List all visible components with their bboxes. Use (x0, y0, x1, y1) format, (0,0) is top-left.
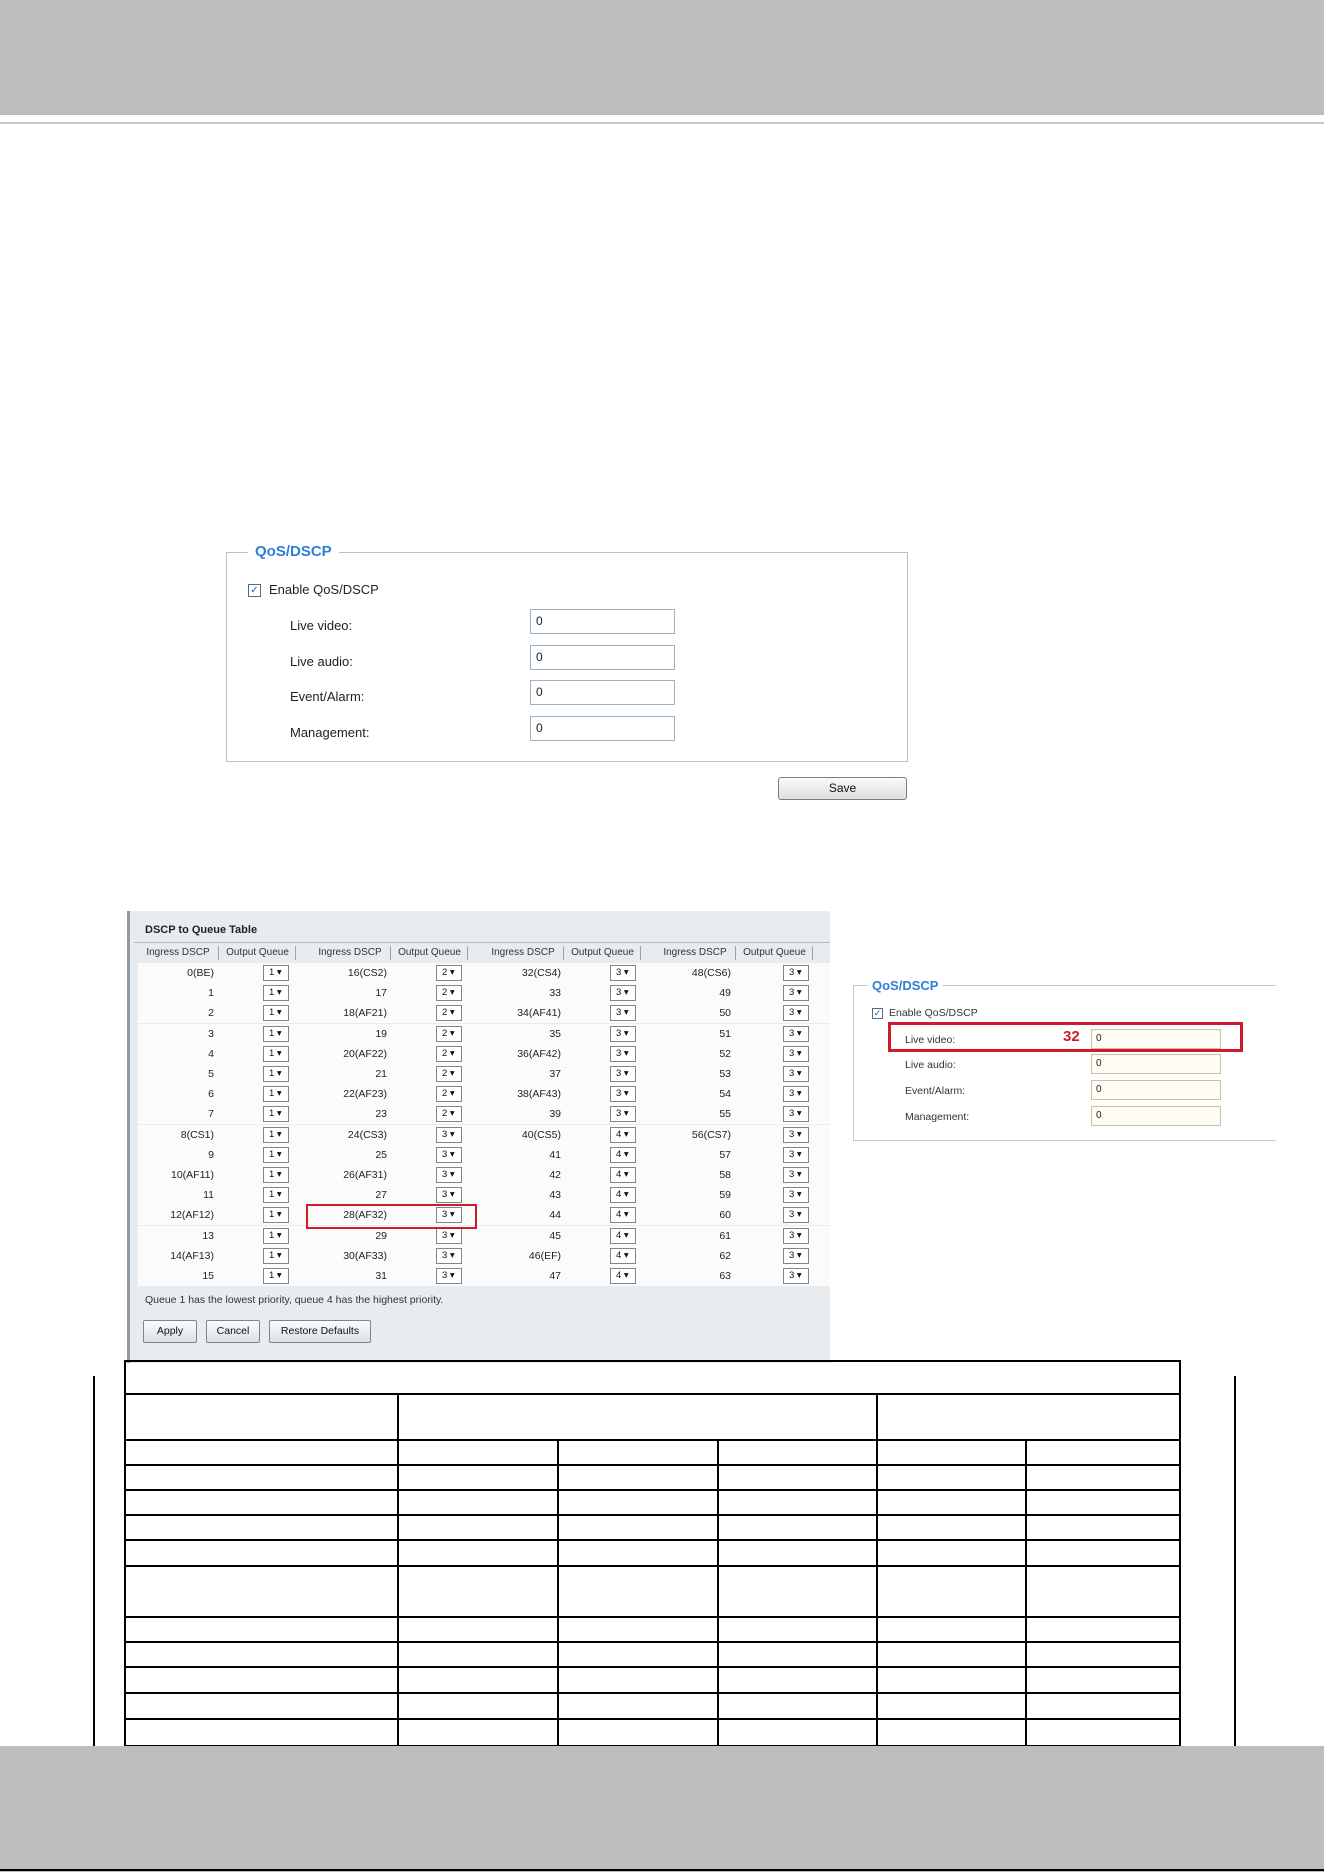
ingress-dscp-label: 15 (202, 1270, 214, 1282)
queue-priority-note: Queue 1 has the lowest priority, queue 4 has the highest priority. (145, 1294, 444, 1306)
output-queue-value: 3 (616, 987, 622, 998)
dropdown-arrow-icon: ▾ (447, 1270, 455, 1281)
output-queue-select[interactable] (783, 965, 809, 981)
output-queue-value: 3 (442, 1189, 448, 1200)
dropdown-arrow-icon: ▾ (274, 1270, 282, 1281)
dscp-column-header: Ingress DSCP (138, 946, 219, 960)
output-queue-value: 3 (789, 1270, 795, 1281)
output-queue-select[interactable] (783, 1147, 809, 1163)
live-video-label: Live video: (290, 618, 353, 633)
ingress-dscp-label: 44 (549, 1209, 561, 1221)
live-video-small-input[interactable]: 0 (1091, 1029, 1221, 1049)
dropdown-arrow-icon: ▾ (447, 1129, 455, 1140)
dropdown-arrow-icon: ▾ (447, 1028, 455, 1039)
dropdown-arrow-icon: ▾ (621, 1169, 629, 1180)
ingress-dscp-label: 42 (549, 1169, 561, 1181)
enable-qos-checkbox[interactable]: ✓ (248, 584, 261, 597)
dropdown-arrow-icon: ▾ (621, 1007, 629, 1018)
output-queue-value: 4 (616, 1129, 622, 1140)
output-queue-value: 3 (616, 1088, 622, 1099)
ingress-dscp-label: 2 (208, 1007, 214, 1019)
ingress-dscp-label: 3 (208, 1028, 214, 1040)
output-queue-value: 4 (616, 1149, 622, 1160)
output-queue-select[interactable] (783, 1207, 809, 1223)
ingress-dscp-label: 12(AF12) (170, 1209, 214, 1221)
ingress-dscp-label: 31 (375, 1270, 387, 1282)
output-queue-select[interactable] (263, 1268, 289, 1284)
output-queue-value: 2 (442, 1028, 448, 1039)
ingress-dscp-label: 17 (375, 987, 387, 999)
output-queue-select[interactable] (610, 1127, 636, 1143)
output-queue-select[interactable] (263, 1046, 289, 1062)
output-queue-value: 1 (269, 1048, 275, 1059)
dropdown-arrow-icon: ▾ (274, 1149, 282, 1160)
output-queue-select[interactable] (436, 965, 462, 981)
ingress-dscp-label: 58 (719, 1169, 731, 1181)
management-input[interactable]: 0 (530, 716, 675, 741)
output-queue-select[interactable] (610, 1248, 636, 1264)
output-queue-value: 2 (442, 967, 448, 978)
ingress-dscp-label: 35 (549, 1028, 561, 1040)
output-queue-select[interactable] (610, 1066, 636, 1082)
output-queue-value: 3 (616, 1048, 622, 1059)
live-video-small-label: Live video: (905, 1034, 956, 1046)
ingress-dscp-label: 23 (375, 1108, 387, 1120)
dropdown-arrow-icon: ▾ (447, 1149, 455, 1160)
dscp-column-header: Output Queue (737, 946, 813, 960)
restore-defaults-button[interactable]: Restore Defaults (269, 1320, 371, 1343)
output-queue-value: 3 (442, 1250, 448, 1261)
dropdown-arrow-icon: ▾ (274, 1028, 282, 1039)
output-queue-value: 3 (616, 1028, 622, 1039)
ingress-dscp-label: 63 (719, 1270, 731, 1282)
output-queue-value: 3 (442, 1129, 448, 1140)
output-queue-value: 4 (616, 1209, 622, 1220)
output-queue-value: 2 (442, 1007, 448, 1018)
output-queue-select[interactable] (436, 1086, 462, 1102)
dropdown-arrow-icon: ▾ (794, 967, 802, 978)
dropdown-arrow-icon: ▾ (794, 1068, 802, 1079)
dropdown-arrow-icon: ▾ (274, 1048, 282, 1059)
live-audio-small-input[interactable]: 0 (1091, 1054, 1221, 1074)
output-queue-select[interactable] (436, 1248, 462, 1264)
output-queue-value: 3 (789, 1189, 795, 1200)
output-queue-select[interactable] (610, 1207, 636, 1223)
dropdown-arrow-icon: ▾ (447, 987, 455, 998)
ingress-dscp-label: 54 (719, 1088, 731, 1100)
output-queue-select[interactable] (783, 1026, 809, 1042)
output-queue-select[interactable] (263, 1066, 289, 1082)
output-queue-select[interactable] (610, 1086, 636, 1102)
output-queue-value: 3 (442, 1270, 448, 1281)
ingress-dscp-label: 27 (375, 1189, 387, 1201)
management-small-label: Management: (905, 1111, 970, 1123)
ingress-dscp-label: 13 (202, 1230, 214, 1242)
output-queue-select[interactable] (610, 985, 636, 1001)
output-queue-value: 3 (789, 1250, 795, 1261)
dropdown-arrow-icon: ▾ (794, 1209, 802, 1220)
output-queue-value: 1 (269, 967, 275, 978)
output-queue-select[interactable] (610, 1005, 636, 1021)
output-queue-value: 2 (442, 1068, 448, 1079)
output-queue-select[interactable] (783, 1127, 809, 1143)
live-audio-small-label: Live audio: (905, 1059, 956, 1071)
output-queue-select[interactable] (436, 1187, 462, 1203)
ingress-dscp-label: 18(AF21) (343, 1007, 387, 1019)
ingress-dscp-label: 7 (208, 1108, 214, 1120)
dscp-value-annotation: 32 (1063, 1028, 1080, 1045)
output-queue-select[interactable] (263, 1167, 289, 1183)
output-queue-value: 3 (616, 1007, 622, 1018)
dropdown-arrow-icon: ▾ (621, 1048, 629, 1059)
output-queue-select[interactable] (436, 1228, 462, 1244)
ingress-dscp-label: 1 (208, 987, 214, 999)
dropdown-arrow-icon: ▾ (621, 1068, 629, 1079)
enable-qos-small-checkbox[interactable]: ✓ (873, 1008, 882, 1018)
dropdown-arrow-icon: ▾ (794, 1088, 802, 1099)
output-queue-select[interactable] (263, 1026, 289, 1042)
ingress-dscp-label: 60 (719, 1209, 731, 1221)
header-divider (0, 122, 1324, 124)
dropdown-arrow-icon: ▾ (447, 1007, 455, 1018)
output-queue-select[interactable] (263, 1207, 289, 1223)
output-queue-value: 2 (442, 1048, 448, 1059)
apply-button[interactable]: Apply (143, 1320, 197, 1343)
output-queue-select[interactable] (610, 1046, 636, 1062)
dropdown-arrow-icon: ▾ (794, 987, 802, 998)
output-queue-value: 4 (616, 1250, 622, 1261)
ingress-dscp-label: 10(AF11) (171, 1169, 214, 1181)
output-queue-value: 2 (442, 1108, 448, 1119)
output-queue-value: 3 (789, 1068, 795, 1079)
live-video-input[interactable]: 0 (530, 609, 675, 634)
output-queue-select[interactable] (436, 1046, 462, 1062)
dropdown-arrow-icon: ▾ (621, 1028, 629, 1039)
output-queue-value: 3 (789, 1149, 795, 1160)
output-queue-select[interactable] (263, 1086, 289, 1102)
ingress-dscp-label: 45 (549, 1230, 561, 1242)
output-queue-select[interactable] (263, 1187, 289, 1203)
management-label: Management: (290, 725, 370, 740)
dscp-column-header: Output Queue (392, 946, 468, 960)
output-queue-select[interactable] (783, 1066, 809, 1082)
dropdown-arrow-icon: ▾ (621, 1270, 629, 1281)
output-queue-value: 3 (789, 1108, 795, 1119)
output-queue-select[interactable] (783, 1086, 809, 1102)
output-queue-select[interactable] (783, 1005, 809, 1021)
output-queue-value: 1 (269, 1169, 275, 1180)
output-queue-select[interactable] (783, 1167, 809, 1183)
ingress-dscp-label: 21 (375, 1068, 387, 1080)
output-queue-value: 3 (442, 1149, 448, 1160)
output-queue-value: 3 (442, 1230, 448, 1241)
dropdown-arrow-icon: ▾ (274, 1129, 282, 1140)
output-queue-value: 1 (269, 1007, 275, 1018)
output-queue-value: 3 (616, 1068, 622, 1079)
dropdown-arrow-icon: ▾ (447, 1189, 455, 1200)
ingress-dscp-label: 28(AF32) (343, 1209, 387, 1221)
dropdown-arrow-icon: ▾ (274, 1108, 282, 1119)
output-queue-value: 4 (616, 1169, 622, 1180)
output-queue-select[interactable] (436, 1026, 462, 1042)
output-queue-select[interactable] (610, 1167, 636, 1183)
ingress-dscp-label: 59 (719, 1189, 731, 1201)
dscp-column-header: Ingress DSCP (655, 946, 736, 960)
output-queue-value: 3 (789, 1048, 795, 1059)
dropdown-arrow-icon: ▾ (447, 1250, 455, 1261)
output-queue-select[interactable] (610, 965, 636, 981)
bottom-divider (0, 1869, 1324, 1871)
output-queue-value: 1 (269, 1129, 275, 1140)
output-queue-select[interactable] (436, 1147, 462, 1163)
output-queue-value: 3 (789, 1209, 795, 1220)
grid-row-line (124, 1360, 1181, 1362)
dropdown-arrow-icon: ▾ (621, 1250, 629, 1261)
output-queue-select[interactable] (783, 1248, 809, 1264)
ingress-dscp-label: 36(AF42) (517, 1048, 561, 1060)
dropdown-arrow-icon: ▾ (621, 1108, 629, 1119)
output-queue-value: 1 (269, 987, 275, 998)
event-alarm-small-label: Event/Alarm: (905, 1085, 966, 1097)
output-queue-value: 1 (269, 1028, 275, 1039)
ingress-dscp-label: 41 (549, 1149, 561, 1161)
dropdown-arrow-icon: ▾ (794, 1129, 802, 1140)
ingress-dscp-label: 47 (549, 1270, 561, 1282)
output-queue-select[interactable] (436, 1268, 462, 1284)
dropdown-arrow-icon: ▾ (794, 1250, 802, 1261)
ingress-dscp-label: 14(AF13) (170, 1250, 214, 1262)
output-queue-value: 4 (616, 1189, 622, 1200)
output-queue-value: 4 (616, 1270, 622, 1281)
ingress-dscp-label: 49 (719, 987, 731, 999)
output-queue-select[interactable] (783, 1046, 809, 1062)
dropdown-arrow-icon: ▾ (794, 1028, 802, 1039)
qos-dscp-small-legend: QoS/DSCP (868, 978, 942, 993)
output-queue-select[interactable] (263, 1005, 289, 1021)
output-queue-select[interactable] (783, 1106, 809, 1122)
output-queue-select[interactable] (263, 1127, 289, 1143)
ingress-dscp-label: 4 (208, 1048, 214, 1060)
output-queue-select[interactable] (263, 1228, 289, 1244)
dropdown-arrow-icon: ▾ (621, 967, 629, 978)
dropdown-arrow-icon: ▾ (274, 1068, 282, 1079)
output-queue-select[interactable] (610, 1147, 636, 1163)
ingress-dscp-label: 29 (375, 1230, 387, 1242)
dscp-column-header: Output Queue (565, 946, 641, 960)
ingress-dscp-label: 19 (375, 1028, 387, 1040)
dropdown-arrow-icon: ▾ (794, 1048, 802, 1059)
output-queue-value: 4 (616, 1230, 622, 1241)
output-queue-value: 1 (269, 1149, 275, 1160)
dropdown-arrow-icon: ▾ (621, 1230, 629, 1241)
output-queue-select[interactable] (783, 1187, 809, 1203)
ingress-dscp-label: 34(AF41) (517, 1007, 561, 1019)
ingress-dscp-label: 25 (375, 1149, 387, 1161)
output-queue-select[interactable] (436, 1106, 462, 1122)
qos-dscp-legend: QoS/DSCP (248, 543, 339, 560)
dropdown-arrow-icon: ▾ (794, 1230, 802, 1241)
page-header-band (0, 0, 1324, 115)
dropdown-arrow-icon: ▾ (794, 1169, 802, 1180)
dropdown-arrow-icon: ▾ (274, 1088, 282, 1099)
output-queue-select[interactable] (436, 1167, 462, 1183)
ingress-dscp-label: 39 (549, 1108, 561, 1120)
dscp-title-divider (134, 942, 830, 943)
ingress-dscp-label: 56(CS7) (691, 1129, 731, 1141)
output-queue-value: 1 (269, 1088, 275, 1099)
output-queue-value: 1 (269, 1270, 275, 1281)
management-small-input[interactable]: 0 (1091, 1106, 1221, 1126)
dscp-column-header: Ingress DSCP (483, 946, 564, 960)
ingress-dscp-label: 20(AF22) (343, 1048, 387, 1060)
output-queue-value: 3 (789, 1007, 795, 1018)
dropdown-arrow-icon: ▾ (794, 1108, 802, 1119)
output-queue-value: 3 (442, 1209, 448, 1220)
output-queue-select[interactable] (610, 1187, 636, 1203)
dropdown-arrow-icon: ▾ (274, 1209, 282, 1220)
ingress-dscp-label: 5 (208, 1068, 214, 1080)
dropdown-arrow-icon: ▾ (274, 987, 282, 998)
output-queue-value: 3 (789, 1129, 795, 1140)
dropdown-arrow-icon: ▾ (274, 967, 282, 978)
dscp-column-header: Output Queue (220, 946, 296, 960)
output-queue-value: 1 (269, 1250, 275, 1261)
dropdown-arrow-icon: ▾ (274, 1169, 282, 1180)
output-queue-value: 1 (269, 1108, 275, 1119)
save-button[interactable]: Save (778, 777, 907, 800)
dropdown-arrow-icon: ▾ (794, 1189, 802, 1200)
ingress-dscp-label: 33 (549, 987, 561, 999)
output-queue-select[interactable] (263, 1106, 289, 1122)
output-queue-select[interactable] (610, 1026, 636, 1042)
dropdown-arrow-icon: ▾ (447, 1068, 455, 1079)
dropdown-arrow-icon: ▾ (274, 1230, 282, 1241)
dropdown-arrow-icon: ▾ (794, 1270, 802, 1281)
ingress-dscp-label: 16(CS2) (347, 967, 387, 979)
event-alarm-small-input[interactable]: 0 (1091, 1080, 1221, 1100)
dropdown-arrow-icon: ▾ (621, 1129, 629, 1140)
ingress-dscp-label: 22(AF23) (343, 1088, 387, 1100)
ingress-dscp-label: 62 (719, 1250, 731, 1262)
dropdown-arrow-icon: ▾ (621, 987, 629, 998)
ingress-dscp-label: 30(AF33) (343, 1250, 387, 1262)
ingress-dscp-label: 32(CS4) (521, 967, 561, 979)
dropdown-arrow-icon: ▾ (621, 1189, 629, 1200)
output-queue-value: 3 (789, 987, 795, 998)
ingress-dscp-label: 8(CS1) (180, 1129, 214, 1141)
ingress-dscp-label: 57 (719, 1149, 731, 1161)
ingress-dscp-label: 11 (203, 1189, 214, 1201)
dropdown-arrow-icon: ▾ (794, 1007, 802, 1018)
dropdown-arrow-icon: ▾ (621, 1149, 629, 1160)
output-queue-select[interactable] (783, 1228, 809, 1244)
output-queue-select[interactable] (436, 1066, 462, 1082)
ingress-dscp-label: 43 (549, 1189, 561, 1201)
ingress-dscp-label: 40(CS5) (521, 1129, 561, 1141)
enable-qos-label: Enable QoS/DSCP (269, 582, 379, 597)
ingress-dscp-label: 55 (719, 1108, 731, 1120)
output-queue-value: 3 (616, 967, 622, 978)
output-queue-select[interactable] (783, 985, 809, 1001)
ingress-dscp-label: 38(AF43) (517, 1088, 561, 1100)
output-queue-value: 3 (616, 1108, 622, 1119)
output-queue-value: 1 (269, 1230, 275, 1241)
dropdown-arrow-icon: ▾ (447, 967, 455, 978)
event-alarm-label: Event/Alarm: (290, 689, 365, 704)
highlight-box-af32 (306, 1204, 477, 1229)
dropdown-arrow-icon: ▾ (447, 1048, 455, 1059)
ingress-dscp-label: 0(BE) (187, 967, 214, 979)
ingress-dscp-label: 50 (719, 1007, 731, 1019)
output-queue-value: 3 (789, 1028, 795, 1039)
ingress-dscp-label: 37 (549, 1068, 561, 1080)
page-footer-band (0, 1746, 1324, 1872)
dropdown-arrow-icon: ▾ (447, 1209, 455, 1220)
output-queue-value: 3 (789, 1169, 795, 1180)
output-queue-select[interactable] (263, 1248, 289, 1264)
output-queue-select[interactable] (263, 1147, 289, 1163)
ingress-dscp-label: 53 (719, 1068, 731, 1080)
ingress-dscp-label: 26(AF31) (343, 1169, 387, 1181)
dropdown-arrow-icon: ▾ (621, 1088, 629, 1099)
dscp-table-title: DSCP to Queue Table (145, 924, 258, 936)
ingress-dscp-label: 48(CS6) (691, 967, 731, 979)
output-queue-value: 3 (789, 1088, 795, 1099)
output-queue-select[interactable] (263, 985, 289, 1001)
output-queue-value: 3 (442, 1169, 448, 1180)
enable-qos-small-label: Enable QoS/DSCP (889, 1007, 978, 1019)
output-queue-value: 2 (442, 987, 448, 998)
output-queue-select[interactable] (610, 1228, 636, 1244)
dropdown-arrow-icon: ▾ (274, 1007, 282, 1018)
output-queue-value: 3 (789, 1230, 795, 1241)
ingress-dscp-label: 52 (719, 1048, 731, 1060)
output-queue-select[interactable] (436, 985, 462, 1001)
ingress-dscp-label: 9 (208, 1149, 214, 1161)
output-queue-select[interactable] (610, 1268, 636, 1284)
dropdown-arrow-icon: ▾ (794, 1149, 802, 1160)
dropdown-arrow-icon: ▾ (274, 1189, 282, 1200)
ingress-dscp-label: 6 (208, 1088, 214, 1100)
ingress-dscp-label: 61 (719, 1230, 731, 1242)
output-queue-value: 1 (269, 1189, 275, 1200)
live-audio-label: Live audio: (290, 654, 353, 669)
event-alarm-input[interactable]: 0 (530, 680, 675, 705)
dropdown-arrow-icon: ▾ (447, 1088, 455, 1099)
live-audio-input[interactable]: 0 (530, 645, 675, 670)
cancel-button[interactable]: Cancel (206, 1320, 260, 1343)
output-queue-select[interactable] (783, 1268, 809, 1284)
output-queue-select[interactable] (263, 965, 289, 981)
dscp-column-header: Ingress DSCP (310, 946, 391, 960)
output-queue-value: 3 (789, 967, 795, 978)
output-queue-value: 1 (269, 1209, 275, 1220)
ingress-dscp-label: 46(EF) (528, 1250, 561, 1262)
output-queue-value: 1 (269, 1068, 275, 1079)
dropdown-arrow-icon: ▾ (447, 1169, 455, 1180)
output-queue-value: 2 (442, 1088, 448, 1099)
dropdown-arrow-icon: ▾ (447, 1230, 455, 1241)
output-queue-select[interactable] (436, 1005, 462, 1021)
dropdown-arrow-icon: ▾ (621, 1209, 629, 1220)
output-queue-select[interactable] (610, 1106, 636, 1122)
dropdown-arrow-icon: ▾ (447, 1108, 455, 1119)
ingress-dscp-label: 51 (719, 1028, 731, 1040)
ingress-dscp-label: 24(CS3) (347, 1129, 387, 1141)
dropdown-arrow-icon: ▾ (274, 1250, 282, 1261)
output-queue-select[interactable] (436, 1127, 462, 1143)
